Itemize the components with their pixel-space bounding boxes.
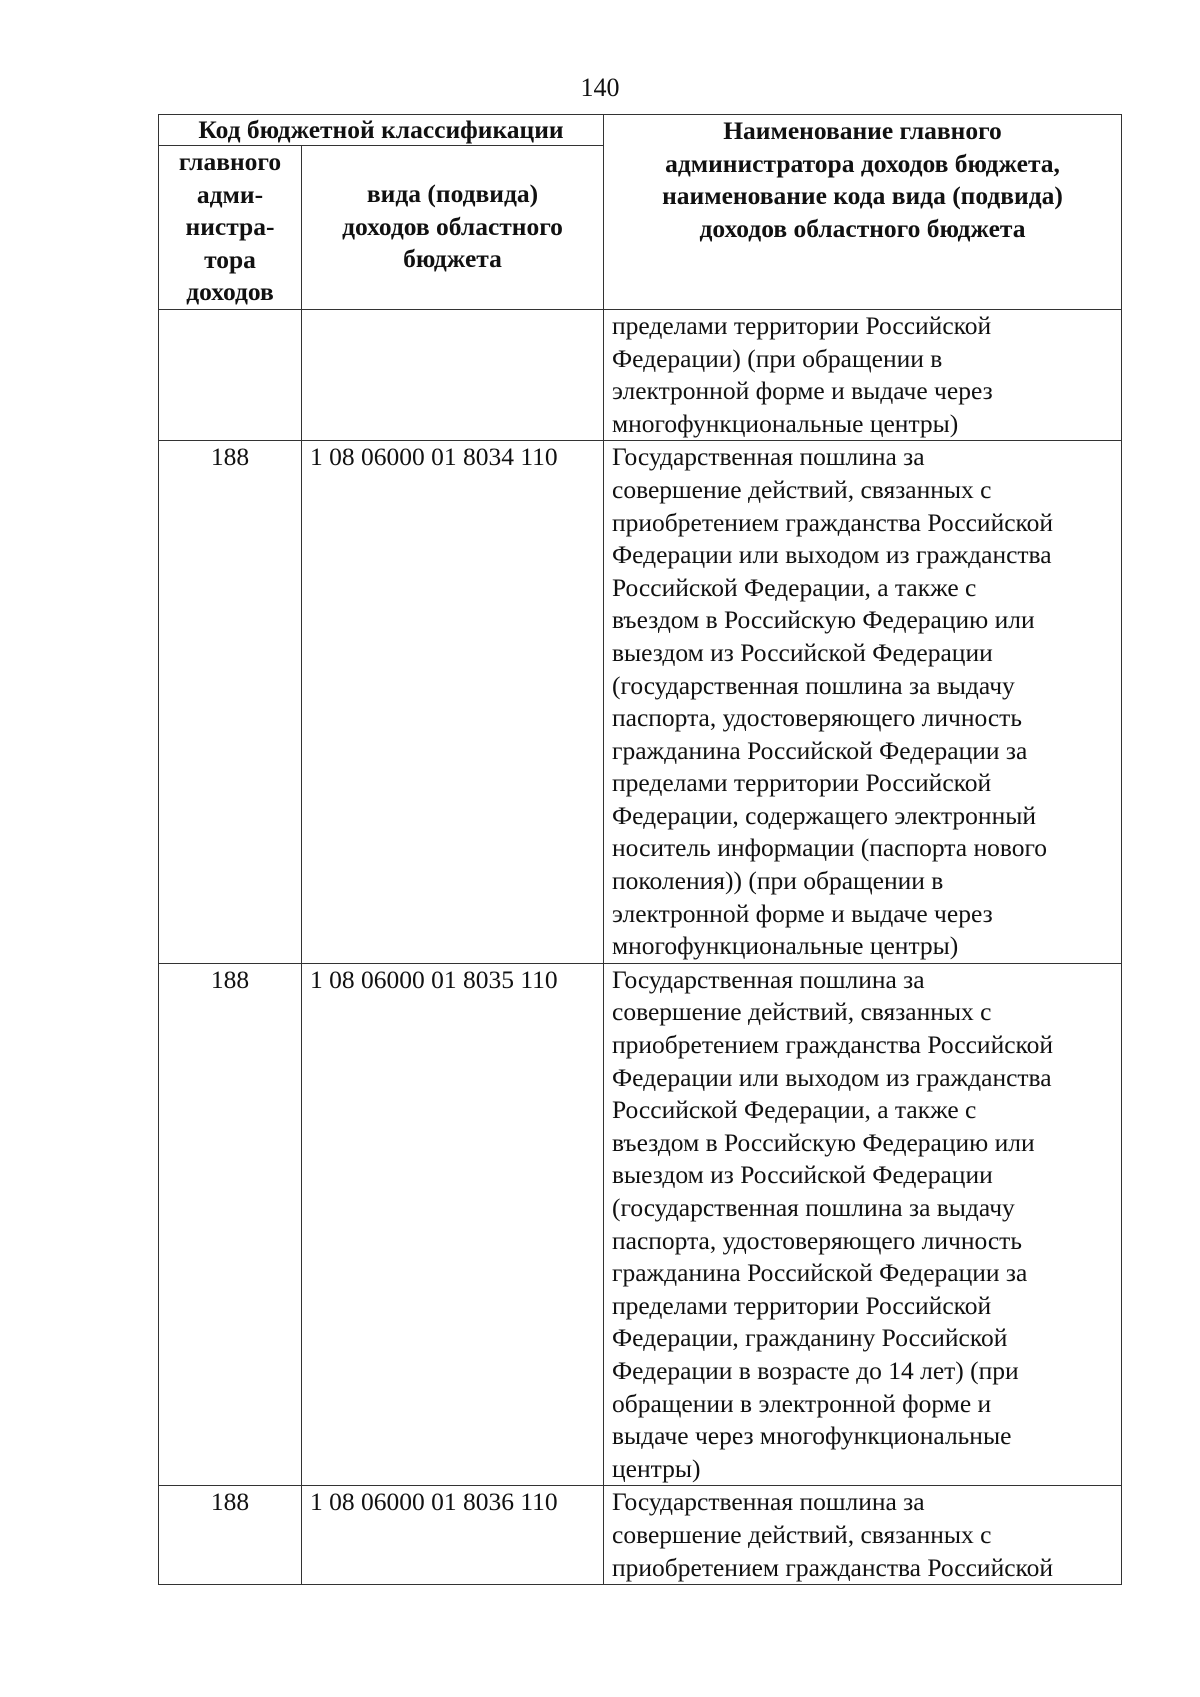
name-line: выездом из Российской Федерации bbox=[612, 637, 993, 667]
name-cell bbox=[604, 309, 1122, 440]
name-line: приобретением гражданства Российской bbox=[612, 1030, 1054, 1060]
admin-code-column-header bbox=[159, 146, 302, 310]
name-line: совершение действий, связанных с bbox=[612, 997, 992, 1027]
name-line: гражданина Российской Федерации за bbox=[612, 735, 1028, 765]
page-number: 140 bbox=[580, 73, 620, 102]
name-line: паспорта, удостоверяющего личность bbox=[612, 1225, 1022, 1255]
kind-code-cell bbox=[302, 309, 604, 440]
name-line: электронной форме и выдаче через bbox=[612, 898, 993, 928]
name-header-line: наименование кода вида (подвида) bbox=[662, 181, 1063, 211]
name-cell bbox=[604, 1486, 1122, 1585]
name-header-line: Наименование главного bbox=[723, 116, 1002, 145]
name-line: (государственная пошлина за выдачу bbox=[612, 670, 1015, 700]
name-line: Федерации в возрасте до 14 лет) (при bbox=[612, 1355, 1019, 1385]
name-line: (государственная пошлина за выдачу bbox=[612, 1193, 1015, 1222]
name-header-line: доходов областного бюджета bbox=[699, 213, 1026, 243]
name-line: Государственная пошлина за bbox=[612, 1487, 925, 1517]
budget-code-group-header: Код бюджетной классификации bbox=[159, 115, 604, 146]
name-line: Федерации, содержащего электронный bbox=[612, 800, 1036, 830]
name-line: Федерации или выходом из гражданства bbox=[612, 540, 1052, 570]
kind-header-line: доходов областного bbox=[342, 211, 563, 241]
name-cell bbox=[604, 963, 1122, 1486]
name-column-header bbox=[604, 115, 1122, 310]
name-line: Государственная пошлина за bbox=[612, 442, 925, 472]
name-line: пределами территории Российской bbox=[612, 1290, 992, 1320]
name-line: поколения)) (при обращении в bbox=[612, 866, 944, 896]
admin-header-line: доходов bbox=[186, 277, 274, 307]
admin-header-line: главного bbox=[178, 147, 282, 176]
admin-header-line: тора bbox=[204, 244, 256, 274]
kind-header-line: бюджета bbox=[403, 244, 502, 274]
name-line: многофункциональные центры) bbox=[612, 931, 959, 961]
name-line: Российской Федерации, а также с bbox=[612, 1095, 977, 1125]
name-line: гражданина Российской Федерации за bbox=[612, 1258, 1028, 1288]
name-line: пределами территории Российской bbox=[612, 310, 992, 340]
admin-header-line: адми- bbox=[196, 179, 264, 209]
budget-classification-table bbox=[158, 114, 1122, 1585]
name-line: Федерации, гражданину Российской bbox=[612, 1323, 1008, 1353]
table-row bbox=[159, 1486, 1122, 1585]
admin-code-cell: 188 bbox=[159, 963, 302, 1486]
kind-header-line: вида (подвида) bbox=[366, 179, 539, 208]
name-header-line: администратора доходов бюджета, bbox=[665, 148, 1060, 178]
admin-code-cell: 188 bbox=[159, 1486, 302, 1585]
table-row bbox=[159, 441, 1122, 964]
name-line: пределами территории Российской bbox=[612, 768, 992, 798]
admin-code-cell: 188 bbox=[159, 441, 302, 964]
kind-code-cell: 1 08 06000 01 8036 110 bbox=[302, 1486, 604, 1585]
kind-code-column-header bbox=[302, 146, 604, 310]
name-line: совершение действий, связанных с bbox=[612, 1519, 992, 1549]
name-line: приобретением гражданства Российской bbox=[612, 507, 1054, 537]
name-line: электронной форме и выдаче через bbox=[612, 376, 993, 406]
name-line: выдаче через многофункциональные bbox=[612, 1421, 1012, 1451]
table-row bbox=[159, 963, 1122, 1486]
table-row bbox=[159, 309, 1122, 440]
name-line: центры) bbox=[612, 1453, 701, 1483]
kind-code-cell: 1 08 06000 01 8034 110 bbox=[302, 441, 604, 964]
admin-header-line: нистра- bbox=[185, 212, 275, 242]
name-line: многофункциональные центры) bbox=[612, 408, 959, 438]
name-line: выездом из Российской Федерации bbox=[612, 1160, 993, 1190]
name-line: Российской Федерации, а также с bbox=[612, 572, 977, 602]
name-line: обращении в электронной форме и bbox=[612, 1388, 992, 1418]
name-line: Федерации) (при обращении в bbox=[612, 343, 943, 373]
name-line: паспорта, удостоверяющего личность bbox=[612, 703, 1022, 733]
kind-code-cell: 1 08 06000 01 8035 110 bbox=[302, 963, 604, 1486]
name-line: Государственная пошлина за bbox=[612, 964, 925, 994]
admin-code-cell bbox=[159, 309, 302, 440]
table-header bbox=[159, 115, 1122, 310]
name-line: въездом в Российскую Федерацию или bbox=[612, 1127, 1035, 1157]
name-cell bbox=[604, 441, 1122, 964]
name-line: носитель информации (паспорта нового bbox=[612, 833, 1048, 863]
name-line: совершение действий, связанных с bbox=[612, 474, 992, 504]
name-line: Федерации или выходом из гражданства bbox=[612, 1062, 1052, 1092]
name-line: въездом в Российскую Федерацию или bbox=[612, 605, 1035, 635]
table-body bbox=[159, 309, 1122, 1584]
name-line: приобретением гражданства Российской bbox=[612, 1552, 1054, 1582]
